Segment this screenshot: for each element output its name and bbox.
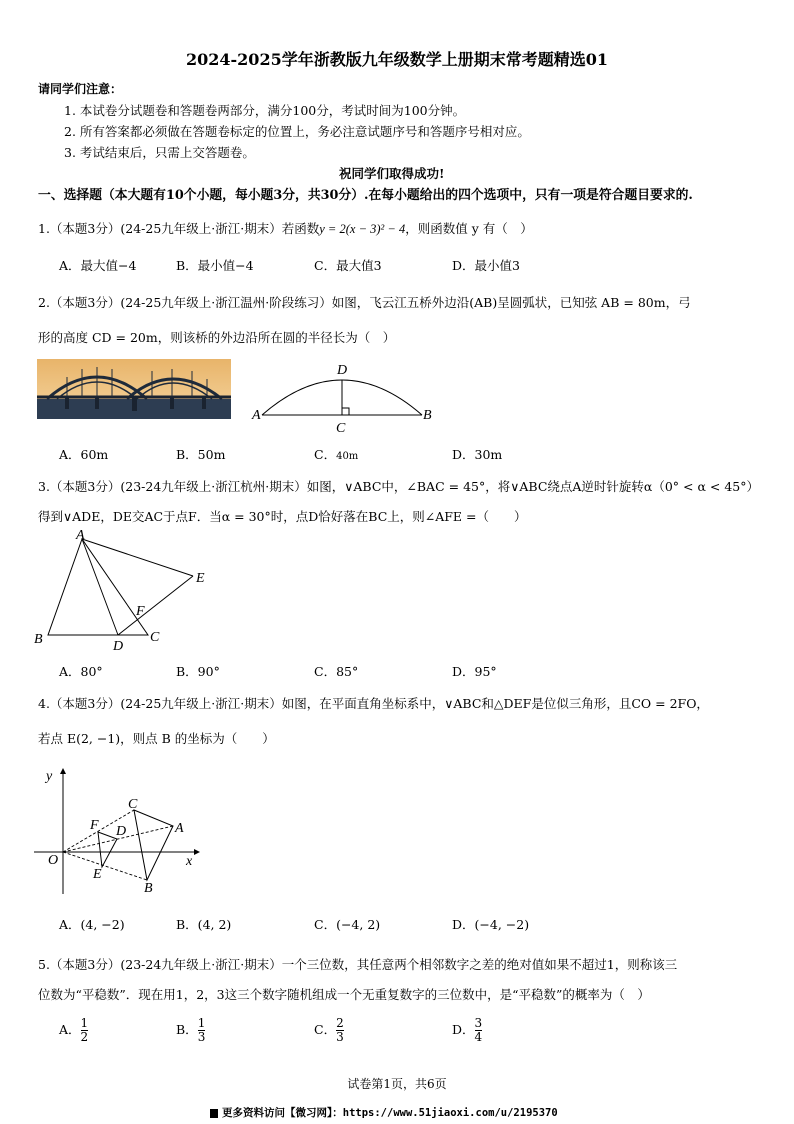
q5-option-b-num: 1	[197, 1016, 206, 1030]
q3-option-a[interactable]: A．80°	[59, 664, 103, 679]
flag-icon	[210, 1109, 218, 1118]
q4-line2: 若点 E(2, −1)，则点 B 的坐标为（ ）	[38, 731, 275, 746]
q1-stem	[38, 221, 533, 237]
q4-label-o: O	[48, 853, 59, 868]
q5-option-b-fraction	[198, 1017, 206, 1044]
q4-label-c: C	[128, 797, 138, 812]
q5-option-a-fraction	[81, 1017, 89, 1044]
q3-label-e: E	[196, 571, 205, 586]
q3-option-c[interactable]: C．85°	[314, 664, 359, 679]
q2-label-b: B	[423, 408, 432, 423]
q1-stem-a: 1.（本题3分）(24-25九年级上·浙江·期末）若函数	[38, 221, 320, 236]
notice-heading: 请同学们注意：	[38, 82, 123, 96]
q4-label-x: x	[186, 854, 193, 869]
q2-arc-diagram	[250, 357, 440, 437]
notice-item-1: 1. 本试卷分试题卷和答题卷两部分，满分100分，考试时间为100分钟。	[64, 103, 466, 118]
q3-label-c: C	[150, 630, 160, 645]
q5-option-a-label: A．	[59, 1022, 81, 1037]
footer-link[interactable]: 更多资料访问【微习网】：https://www.51jiaoxi.com/u/2195370	[222, 1107, 558, 1119]
q2-option-c-value: 40m	[336, 451, 359, 462]
q2-label-a: A	[252, 408, 261, 423]
q5-option-c-fraction	[336, 1017, 344, 1044]
q5-option-a-den: 2	[80, 1030, 89, 1044]
q2-option-c[interactable]	[314, 447, 358, 465]
q2-option-b[interactable]: B．50m	[176, 447, 226, 462]
q5-option-c-label: C．	[314, 1022, 337, 1037]
q2-label-c: C	[336, 421, 346, 436]
q5-option-b-label: B．	[176, 1022, 198, 1037]
q5-option-d-den: 4	[474, 1030, 483, 1044]
q2-option-d[interactable]: D．30m	[452, 447, 503, 462]
q1-option-a[interactable]: A．最大值−4	[59, 258, 137, 273]
q1-stem-b: ，则函数值 y 有（ ）	[405, 221, 533, 236]
q5-option-d-num: 3	[474, 1016, 483, 1030]
q3-line2: 得到∨ADE，DE交AC于点F．当α = 30°时，点D恰好落在BC上，则∠AFE =（ ）	[38, 509, 527, 524]
q3-line1: 3.（本题3分）(23-24九年级上·浙江杭州·期末）如图，∨ABC中，∠BAC = 45°，将∨ABC绕点A逆时针旋转α（0° < α < 45°）	[38, 479, 759, 494]
q2-option-c-label: C．	[314, 447, 337, 462]
footer-link-row[interactable]	[210, 1106, 558, 1120]
q5-option-c-den: 3	[336, 1030, 344, 1044]
q3-label-f: F	[136, 604, 145, 619]
page-number: 试卷第1页，共6页	[347, 1077, 447, 1091]
q3-label-b: B	[34, 632, 43, 647]
q4-option-b[interactable]: B．(4, 2)	[176, 917, 232, 932]
notice-item-2: 2. 所有答案都必须做在答题卷标定的位置上，务必注意试题序号和答题序号相对应。	[64, 124, 530, 139]
q4-option-a[interactable]: A．(4, −2)	[59, 917, 125, 932]
q4-label-e: E	[93, 867, 102, 882]
q4-line1: 4.（本题3分）(24-25九年级上·浙江·期末）如图，在平面直角坐标系中，∨ABC和△DEF是位似三角形，且CO = 2FO，	[38, 696, 709, 711]
q4-coordinate-diagram	[30, 766, 205, 898]
q4-label-y: y	[46, 769, 53, 784]
q5-option-a-num: 1	[80, 1016, 89, 1030]
section-heading: 一、选择题（本大题有10个小题，每小题3分，共30分）.在每小题给出的四个选项中，只有一项是符合题目要求的.	[38, 188, 693, 203]
q2-option-a[interactable]: A．60m	[59, 447, 109, 462]
q5-option-c-num: 2	[336, 1016, 344, 1030]
q3-option-b[interactable]: B．90°	[176, 664, 220, 679]
q3-label-d: D	[113, 639, 124, 654]
q5-option-d[interactable]	[452, 1016, 482, 1044]
q4-option-d[interactable]: D．(−4, −2)	[452, 917, 530, 932]
bridge-photo	[37, 359, 231, 419]
q5-option-d-fraction	[475, 1017, 483, 1044]
q5-option-b[interactable]	[176, 1016, 205, 1044]
q3-option-d[interactable]: D．95°	[452, 664, 497, 679]
q2-line2: 形的高度 CD = 20m，则该桥的外边沿所在圆的半径长为（ ）	[38, 330, 396, 345]
q5-option-b-den: 3	[197, 1030, 206, 1044]
q4-label-d: D	[116, 824, 127, 839]
q3-label-a: A	[76, 528, 85, 543]
notice-wish: 祝同学们取得成功!	[339, 166, 445, 181]
q2-line1: 2.（本题3分）(24-25九年级上·浙江温州·阶段练习）如图，飞云江五桥外边沿(AB)呈圆弧状，已知弦 AB = 80m，弓	[38, 295, 691, 310]
q4-label-f: F	[90, 818, 99, 833]
page-title: 2024-2025学年浙教版九年级数学上册期末常考题精选01	[186, 50, 608, 69]
q5-option-c[interactable]	[314, 1016, 344, 1044]
q5-option-a[interactable]	[59, 1016, 88, 1044]
q4-option-c[interactable]: C．(−4, 2)	[314, 917, 381, 932]
q5-line1: 5.（本题3分）(23-24九年级上·浙江·期末）一个三位数，其任意两个相邻数字之差的绝对值如果不超过1，则称该三	[38, 957, 678, 972]
q2-label-d: D	[337, 363, 348, 378]
q1-option-d[interactable]: D．最小值3	[452, 258, 520, 273]
q1-option-c[interactable]: C．最大值3	[314, 258, 382, 273]
q1-option-b[interactable]: B．最小值−4	[176, 258, 254, 273]
q4-label-a: A	[175, 821, 184, 836]
q5-line2: 位数为“平稳数”．现在用1，2，3这三个数字随机组成一个无重复数字的三位数中，是“平稳数”的概率为（ ）	[38, 987, 650, 1002]
q4-label-b: B	[144, 881, 153, 896]
q5-option-d-label: D．	[452, 1022, 475, 1037]
q3-triangle-diagram	[30, 527, 220, 655]
q1-formula: y = 2(x − 3)² − 4	[319, 222, 406, 236]
notice-item-3: 3. 考试结束后，只需上交答题卷。	[64, 145, 255, 160]
